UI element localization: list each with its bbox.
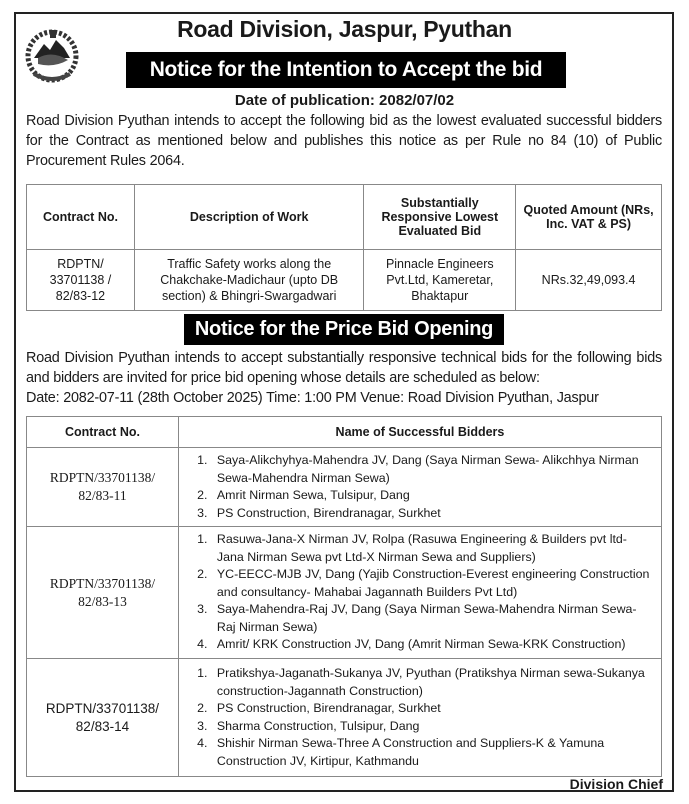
- amount-cell: NRs.32,49,093.4: [516, 250, 662, 311]
- bidders-cell: [178, 659, 661, 777]
- column-header: Substantially Responsive Lowest Evaluated Bid: [364, 185, 516, 250]
- column-header: Contract No.: [27, 185, 135, 250]
- intention-paragraph: Road Division Pyuthan intends to accept the following bid as the lowest evaluated successful bidders for the Contract as mentioned below and publishes this notice as per Rule no 84 (10) of Public Procurement Rules 2064.: [26, 113, 662, 169]
- notice-intention-heading: Notice for the Intention to Accept the bid: [126, 52, 566, 88]
- office-title: Road Division, Jaspur, Pyuthan: [177, 16, 512, 42]
- column-header: Contract No.: [27, 417, 179, 448]
- list-item: 3. Sharma Construction, Tulsipur, Dang: [211, 718, 653, 736]
- list-item: 2. PS Construction, Birendranagar, Surkhet: [211, 700, 653, 718]
- list-item: 3. Saya-Mahendra-Raj JV, Dang (Saya Nirman Sewa-Mahendra Nirman Sewa-Raj Nirman Sewa): [211, 601, 653, 636]
- list-item: 3. PS Construction, Birendranagar, Surkhet: [211, 505, 653, 523]
- bidders-cell: [178, 527, 661, 659]
- contract-no-cell: RDPTN/33701138/ 82/83-13: [27, 527, 179, 659]
- column-header: Name of Successful Bidders: [178, 417, 661, 448]
- table-row: [27, 659, 662, 777]
- bidders-list: [189, 531, 653, 654]
- notice-price-bid-heading: Notice for the Price Bid Opening: [184, 314, 504, 345]
- contract-no-cell: RDPTN/33701138/ 82/83-11: [27, 448, 179, 527]
- price-bid-schedule: Date: 2082-07-11 (28th October 2025) Time: 1:00 PM Venue: Road Division Pyuthan, Jaspur: [26, 390, 599, 406]
- list-item: 1. Saya-Alikchyhya-Mahendra JV, Dang (Saya Nirman Sewa- Alikchhya Nirman Sewa-Mahendra Nirman Sewa): [211, 452, 653, 487]
- list-item: 1. Pratikshya-Jaganath-Sukanya JV, Pyuthan (Pratikshya Nirman sewa-Sukanya construction-Jagannath Construction): [211, 665, 653, 700]
- price-bid-intro: Road Division Pyuthan intends to accept substantially responsive technical bids for the following bids and bidders are invited for price bid opening whose details are scheduled as below:: [26, 350, 662, 386]
- bidders-list: [189, 665, 653, 770]
- bidder-cell: Pinnacle Engineers Pvt.Ltd, Kameretar, Bhaktapur: [364, 250, 516, 311]
- list-item: 2. Amrit Nirman Sewa, Tulsipur, Dang: [211, 487, 653, 505]
- table-row: [27, 448, 662, 527]
- bidders-list: [189, 452, 653, 522]
- intention-table: [26, 184, 662, 311]
- column-header: Quoted Amount (NRs, Inc. VAT & PS): [516, 185, 662, 250]
- table-row: [27, 527, 662, 659]
- table-header-row: [27, 417, 662, 448]
- column-header: Description of Work: [134, 185, 364, 250]
- bidders-cell: [178, 448, 661, 527]
- publication-date: Date of publication: 2082/07/02: [234, 92, 455, 109]
- list-item: 4. Amrit/ KRK Construction JV, Dang (Amrit Nirman Sewa-KRK Construction): [211, 636, 653, 654]
- price-bid-paragraph: [26, 348, 662, 408]
- table-header-row: [27, 185, 662, 250]
- contract-no-cell: RDPTN/ 33701138 / 82/83-12: [27, 250, 135, 311]
- list-item: 4. Shishir Nirman Sewa-Three A Construction and Suppliers-K & Yamuna Construction JV, Kirtipur, Kathmandu: [211, 735, 653, 770]
- signatory: Division Chief: [569, 776, 663, 792]
- description-cell: Traffic Safety works along the Chakchake-Madichaur (upto DB section) & Bhingri-Swargadwari: [134, 250, 364, 311]
- contract-no-cell: RDPTN/33701138/ 82/83-14: [27, 659, 179, 777]
- table-row: [27, 250, 662, 311]
- price-bid-table: [26, 416, 662, 777]
- list-item: 1. Rasuwa-Jana-X Nirman JV, Rolpa (Rasuwa Engineering & Builders pvt ltd-Jana Nirman Sewa pvt Ltd-X Nirman Sewa and Suppliers): [211, 531, 653, 566]
- list-item: 2. YC-EECC-MJB JV, Dang (Yajib Construction-Everest engineering Construction and consultancy- Mahabai Jagannath Builders Pvt Ltd): [211, 566, 653, 601]
